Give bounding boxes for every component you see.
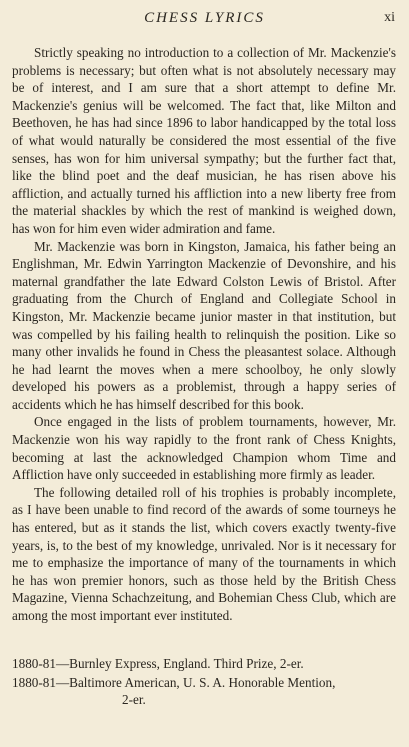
paragraph-trophy-roll: The following detailed roll of his trophies is probably incomplete, as I have been unable to find record of the awards of some tourneys he has entered, but as it stands the list, which covers exactly twenty-five years, is, to the best of my knowledge, unrivaled. Nor is it necessary for me to emphasize the importance of many of the tournaments in which he has won premier honors, such as those held by the British Chess Magazine, Vienna Schachzeitung, and Bohemian Chess Club, which are among the most important ever instituted. <box>12 484 396 623</box>
trophy-entry <box>12 655 396 673</box>
trophy-entry <box>12 674 396 709</box>
paragraph-tournaments: Once engaged in the lists of problem tournaments, however, Mr. Mackenzie won his way rapidly to the front rank of Chess Knights, becoming at last the acknowledged Champion whom Time and Affliction have only succeeded in establishing more firmly as leader. <box>12 414 396 483</box>
trophy-entry-text: 1880-81—Baltimore American, U. S. A. Honorable Mention, <box>12 674 336 690</box>
running-title: CHESS LYRICS <box>144 10 265 26</box>
trophy-entry-continuation: 2-er. <box>122 692 146 708</box>
paragraph-biography: Mr. Mackenzie was born in Kingston, Jamaica, his father being an Englishman, Mr. Edwin Yarrington Mackenzie of Devonshire, and his maternal grandfather the late Edward Colston Lewis of Bristol. After graduating from the Church of England and Collegiate School in Kingston, Mr. Mackenzie became junior master in that institution, but was compelled by his failing health to relinquish the position. Like so many other invalids he found in Chess the pleasantest solace. Although he had learnt the moves when a mere schoolboy, he only slowly developed his powers as a problemist, through a happy series of accidents which he has himself described for this book. <box>12 238 396 412</box>
page-number: xi <box>384 10 395 25</box>
trophy-list <box>12 655 396 709</box>
running-head <box>0 8 409 28</box>
body-text <box>12 44 396 625</box>
paragraph-intro: Strictly speaking no introduction to a collection of Mr. Mackenzie's problems is necessary; but often what is not absolutely necessary may be of interest, and I am sure that a short attempt to define Mr. Mackenzie's genius will be welcomed. The fact that, like Milton and Beethoven, he has had since 1896 to labor handicapped by the total loss of what would naturally be considered the most essential of the five senses, has won for him universal sympathy; but the further fact that, like the blind poet and the deaf musician, he has risen above his affliction, and actually turned his affliction into a new liberty free from the material shackles by which the rest of mankind is weighed down, has won for him even wider admiration and fame. <box>12 45 396 236</box>
trophy-entry-text: 1880-81—Burnley Express, England. Third Prize, 2-er. <box>12 656 304 671</box>
